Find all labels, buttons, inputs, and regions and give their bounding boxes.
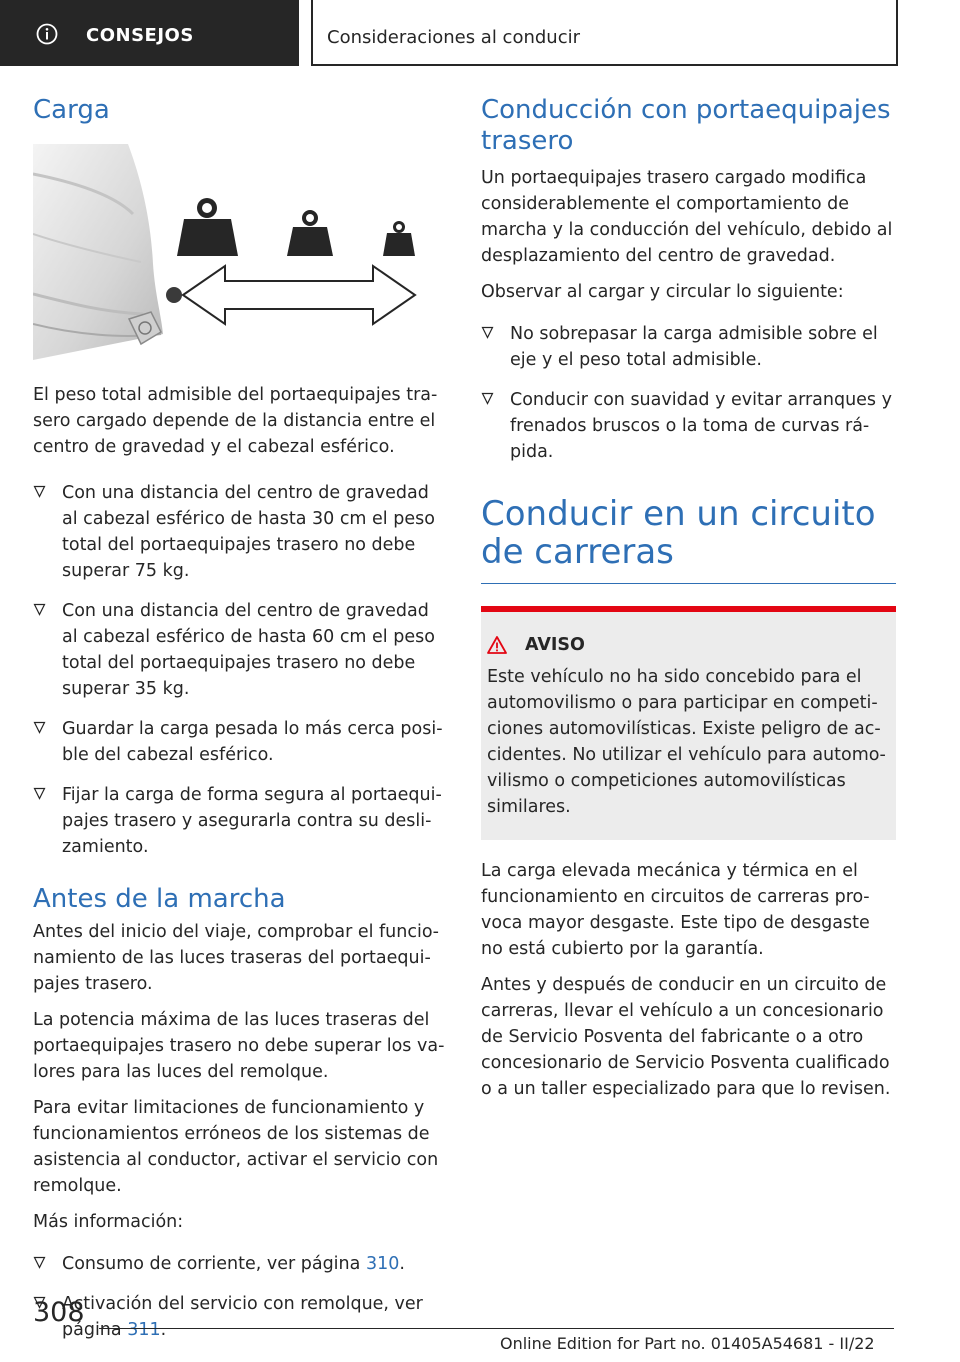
top-bar: [0, 0, 960, 66]
carga-intro: El peso total admisible del portaequipajes trasero cargado depende de la distancia entre el centro de gravedad y el cabezal esférico.: [33, 385, 438, 457]
list-item: Con una distancia del centro de gravedad al cabezal esférico de hasta 60 cm el peso total del portaequipajes trasero no debe superar 35 kg.: [33, 598, 448, 702]
list-item: Activación del servicio con remolque, ver página 311.: [33, 1291, 448, 1343]
list-item: Consumo de corriente, ver página 310.: [33, 1251, 448, 1277]
section-label: CONSEJOS: [86, 25, 194, 46]
chapter-tab[interactable]: [311, 0, 898, 66]
triangle-bullet-icon: [33, 721, 46, 734]
edition-info: Online Edition for Part no. 01405A54681 - II/22: [500, 1334, 875, 1353]
circuito-paragraph-1: La carga elevada mecánica y térmica en el funcionamiento en circuitos de carreras provoca mayor desgaste. Este tipo de desgaste no está cubierto por la garantía.: [481, 861, 870, 959]
portaequipajes-paragraph-2: Observar al cargar y circular lo siguiente:: [481, 282, 844, 302]
antes-paragraph-1: Antes del inicio del viaje, comprobar el funcionamiento de las luces traseras del portaequipajes trasero.: [33, 922, 439, 994]
triangle-bullet-icon: [33, 787, 46, 800]
warning-triangle-icon: [487, 635, 507, 655]
warning-title: AVISO: [525, 635, 585, 655]
antes-paragraph-2: La potencia máxima de las luces traseras del portaequipajes trasero no debe superar los valores para las luces del remolque.: [33, 1010, 445, 1082]
page-link-311[interactable]: 311: [127, 1320, 161, 1340]
page-number: 308: [33, 1297, 85, 1328]
carga-heading: Carga: [33, 95, 110, 125]
info-icon: [36, 23, 58, 45]
portaequipajes-paragraph-1: Un portaequipajes trasero cargado modifica considerablemente el comportamiento de marcha y la conducción del vehículo, debido al desplazamiento del centro de gravedad.: [481, 168, 893, 266]
triangle-bullet-icon: [33, 603, 46, 616]
page-link-310[interactable]: 310: [365, 1254, 400, 1274]
left-column: [33, 95, 448, 1343]
right-column: [481, 95, 896, 1102]
list-item: Fijar la carga de forma segura al portaequipajes trasero y asegurarla contra su deslizamiento.: [33, 782, 448, 860]
triangle-bullet-icon: [481, 326, 494, 339]
circuito-heading: Conducir en un circuito de carreras: [481, 494, 876, 572]
warning-box: [481, 606, 896, 840]
more-info-list: [33, 1251, 448, 1343]
warning-text: Este vehículo no ha sido concebido para el automovilismo o para participar en competiciones automovilísticas. Existe peligro de accidentes. No utilizar el vehículo para automovilismo o competiciones automovilísticas similares.: [487, 667, 886, 817]
carga-list: [33, 480, 448, 860]
load-distance-illustration: [33, 144, 448, 360]
list-item: Con una distancia del centro de gravedad al cabezal esférico de hasta 30 cm el peso total del portaequipajes trasero no debe superar 75 kg.: [33, 480, 448, 584]
triangle-bullet-icon: [481, 392, 494, 405]
footer-rule: [99, 1328, 894, 1329]
list-item: No sobrepasar la carga admisible sobre el eje y el peso total admisible.: [481, 321, 896, 373]
circuito-paragraph-2: Antes y después de conducir en un circuito de carreras, llevar el vehículo a un concesionario de Servicio Posventa del fabricante o a otro concesionario de Servicio Posventa cualificado o a un taller especializado para que lo revisen.: [481, 975, 891, 1099]
triangle-bullet-icon: [33, 485, 46, 498]
load-diagram: [33, 144, 448, 360]
portaequipajes-list: [481, 321, 896, 465]
antes-paragraph-3: Para evitar limitaciones de funcionamiento y funcionamientos erróneos de los sistemas de asistencia al conductor, activar el servicio con remolque.: [33, 1098, 439, 1196]
list-item: Conducir con suavidad y evitar arranques y frenados bruscos o la toma de curvas rápida.: [481, 387, 896, 465]
list-item: Guardar la carga pesada lo más cerca posible del cabezal esférico.: [33, 716, 448, 768]
triangle-bullet-icon: [33, 1256, 46, 1269]
chapter-title: Consideraciones al conducir: [327, 27, 580, 48]
section-tab[interactable]: [0, 0, 299, 66]
antes-heading: Antes de la marcha: [33, 884, 286, 914]
more-info-label: Más información:: [33, 1212, 184, 1232]
heading-rule: [481, 583, 896, 584]
portaequipajes-heading: Conducción con portaequipajes trasero: [481, 95, 891, 156]
warning-header: [487, 632, 888, 658]
